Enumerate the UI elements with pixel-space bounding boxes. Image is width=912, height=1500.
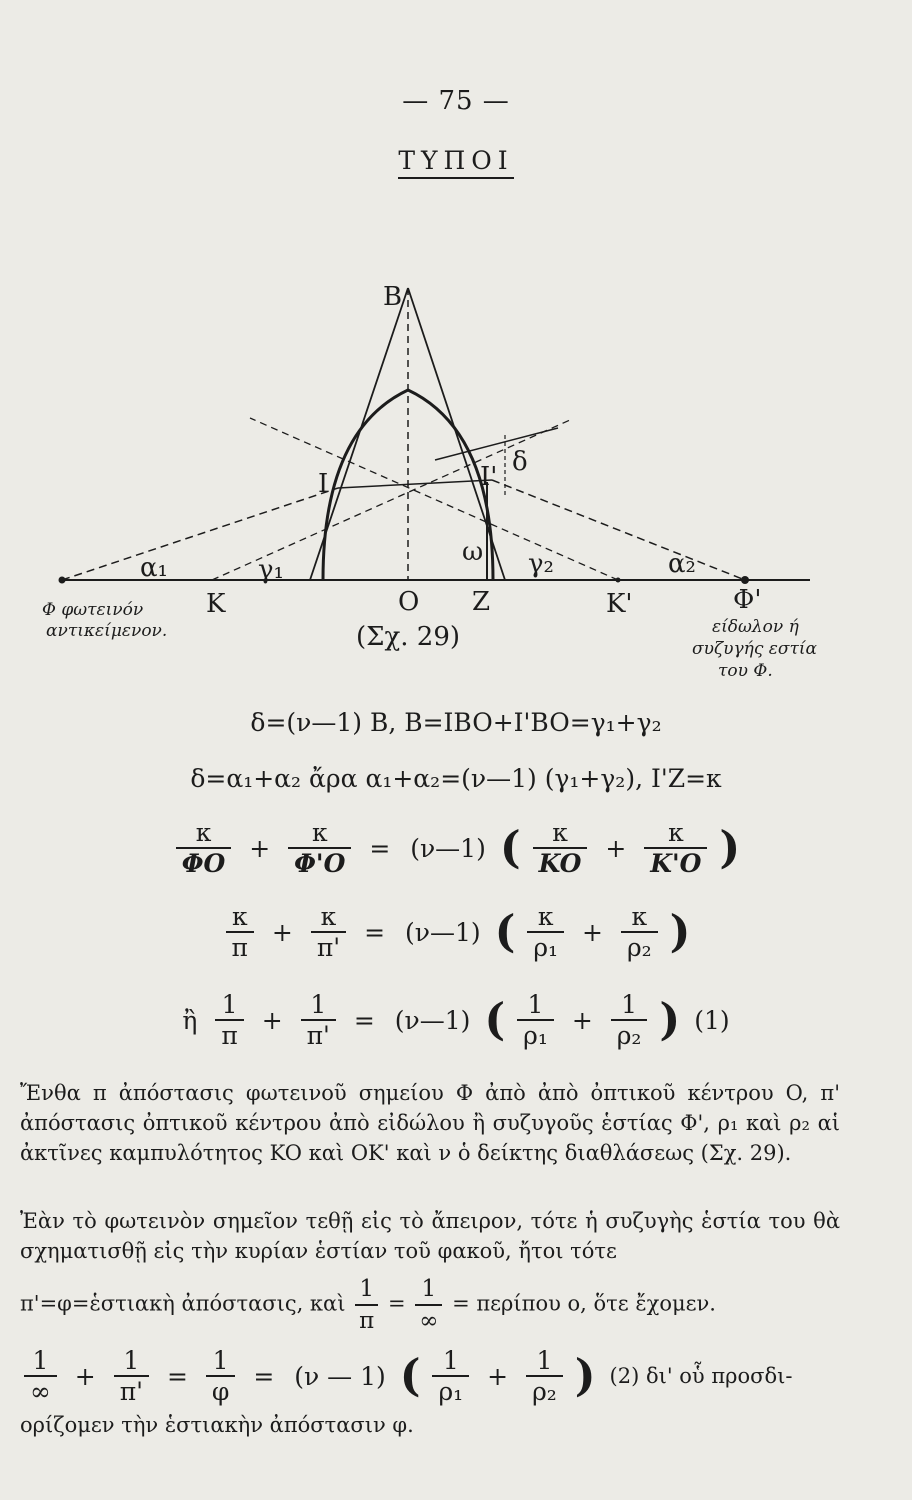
label-k: K bbox=[206, 589, 226, 619]
label-i: I bbox=[318, 469, 329, 499]
ray-inside bbox=[338, 480, 492, 488]
figure-caption: (Σχ. 29) bbox=[356, 622, 461, 652]
ray-incident bbox=[62, 488, 338, 580]
label-b: B bbox=[383, 282, 403, 312]
label-g1: γ₁ bbox=[258, 555, 284, 585]
closing-line: ορίζομεν τὴν ἑστιακὴν ἀπόστασιν φ. bbox=[20, 1413, 414, 1437]
label-a2: α₂ bbox=[668, 549, 696, 579]
paragraph-infinity bbox=[20, 1206, 840, 1336]
label-g2: γ₂ bbox=[528, 549, 554, 579]
page-title bbox=[0, 146, 912, 175]
eq5-term2: $\frac{1}{\pi'}$ bbox=[301, 990, 336, 1050]
label-delta: δ bbox=[512, 447, 528, 477]
eq3-term3: $\frac{\kappa}{KO}$ bbox=[533, 818, 588, 878]
note-left-2: αντικείμενον. bbox=[46, 621, 168, 641]
eq3-term4: $\frac{\kappa}{K'O}$ bbox=[644, 818, 707, 878]
eq5-term4: $\frac{1}{\text{ρ₂}}$ bbox=[611, 990, 648, 1050]
label-k-prime: K' bbox=[606, 589, 633, 619]
label-phi-prime: Φ' bbox=[733, 585, 762, 615]
label-i-prime: I' bbox=[480, 462, 498, 492]
paragraph-definitions bbox=[20, 1078, 840, 1168]
label-omega: ω bbox=[462, 537, 484, 567]
note-right-2: συζυγής εστία bbox=[692, 639, 818, 659]
lens-diagram bbox=[40, 270, 840, 700]
paragraph-1: Ἔνθα π ἀπόστασις φωτεινοῦ σημείου Φ ἀπὸ ἀπὸ ὀπτικοῦ κέντρου O, π' ἀπόστασις ὀπτικοῦ κέντρου ἀπὸ εἰδώλου ἢ συζυγοῦς ἑστίας Φ', ρ₁ καὶ ρ₂ αἱ ἀκτῖνες καμπυλότητος KO καὶ OK' καὶ ν ὁ δείκτης διαθλάσεως (Σχ. 29). bbox=[20, 1081, 840, 1165]
lens-diagram-svg bbox=[40, 270, 840, 700]
note-left-1: Φ φωτεινόν bbox=[42, 600, 144, 620]
title-text: ΤΥΠΟΙ bbox=[398, 146, 513, 179]
equation-2: δ=α₁+α₂ ἄρα α₁+α₂=(ν—1) (γ₁+γ₂), I'Z=κ bbox=[190, 764, 722, 793]
eq3-term2: $\frac{\kappa}{\Phi'O}$ bbox=[288, 818, 351, 878]
equation-3: $\frac{\kappa}{\Phi O}$ + $\frac{\kappa}{\Phi'O}$ = (ν—1) ( $\frac{\kappa}{KO}$ + $\frac{\kappa}{K'O}$ ) bbox=[0, 818, 912, 878]
label-a1: α₁ bbox=[140, 553, 168, 583]
paragraph-2: Ἐὰν τὸ φωτεινὸν σημεῖον τεθῇ εἰς τὸ ἄπειρον, τότε ἡ συζυγὴς ἑστία του θὰ σχηματισθῇ εἰς τὴν κυρίαν ἑστίαν τοῦ φακοῦ, ἤτοι τότε bbox=[20, 1209, 840, 1263]
eq4-term4: $\frac{\kappa}{\text{ρ₂}}$ bbox=[621, 902, 658, 962]
note-right-3: του Φ. bbox=[718, 661, 773, 681]
eq3-term1: $\frac{\kappa}{\Phi O}$ bbox=[176, 818, 232, 878]
equation-6: $\frac{1}{\infty}$ + $\frac{1}{\pi'}$ = $\frac{1}{\varphi}$ = (ν — 1) ( $\frac{1}{\text{ρ₁}}$ + $\frac{1}{\text{ρ₂}}$ ) (2) δι' οὗ προσδι- bbox=[20, 1346, 840, 1406]
page-number: — 75 — bbox=[402, 86, 510, 116]
label-z: Z bbox=[472, 587, 491, 617]
eq4-term1: $\frac{\kappa}{\pi}$ bbox=[226, 902, 254, 962]
equation-1: δ=(ν—1) B, B=IBO+I'BO=γ₁+γ₂ bbox=[250, 708, 662, 737]
eq4-term3: $\frac{\kappa}{\text{ρ₁}}$ bbox=[527, 902, 564, 962]
eq5-term3: $\frac{1}{\text{ρ₁}}$ bbox=[517, 990, 554, 1050]
normal-k-prime bbox=[250, 418, 618, 580]
note-right-1: είδωλον ή bbox=[712, 617, 799, 637]
eq5-term1: $\frac{1}{\pi}$ bbox=[215, 990, 243, 1050]
label-o: O bbox=[398, 587, 420, 617]
tangent-i-prime bbox=[435, 428, 558, 460]
equation-5: ἢ $\frac{1}{\pi}$ + $\frac{1}{\pi'}$ = (ν—1) ( $\frac{1}{\text{ρ₁}}$ + $\frac{1}{\text{ρ₂}}$ ) (1) bbox=[182, 990, 730, 1050]
eq4-term2: $\frac{\kappa}{\pi'}$ bbox=[311, 902, 346, 962]
equation-4: $\frac{\kappa}{\pi}$ + $\frac{\kappa}{\pi'}$ = (ν—1) ( $\frac{\kappa}{\text{ρ₁}}$ + $\frac{\kappa}{\text{ρ₂}}$ ) bbox=[0, 902, 912, 962]
paragraph-3: π'=φ=ἑστιακὴ ἀπόστασις, καὶ $\frac{1}{\pi}$ = $\frac{1}{\infty}$ = περίπου o, ὅτε ἔχομεν. bbox=[20, 1276, 716, 1334]
